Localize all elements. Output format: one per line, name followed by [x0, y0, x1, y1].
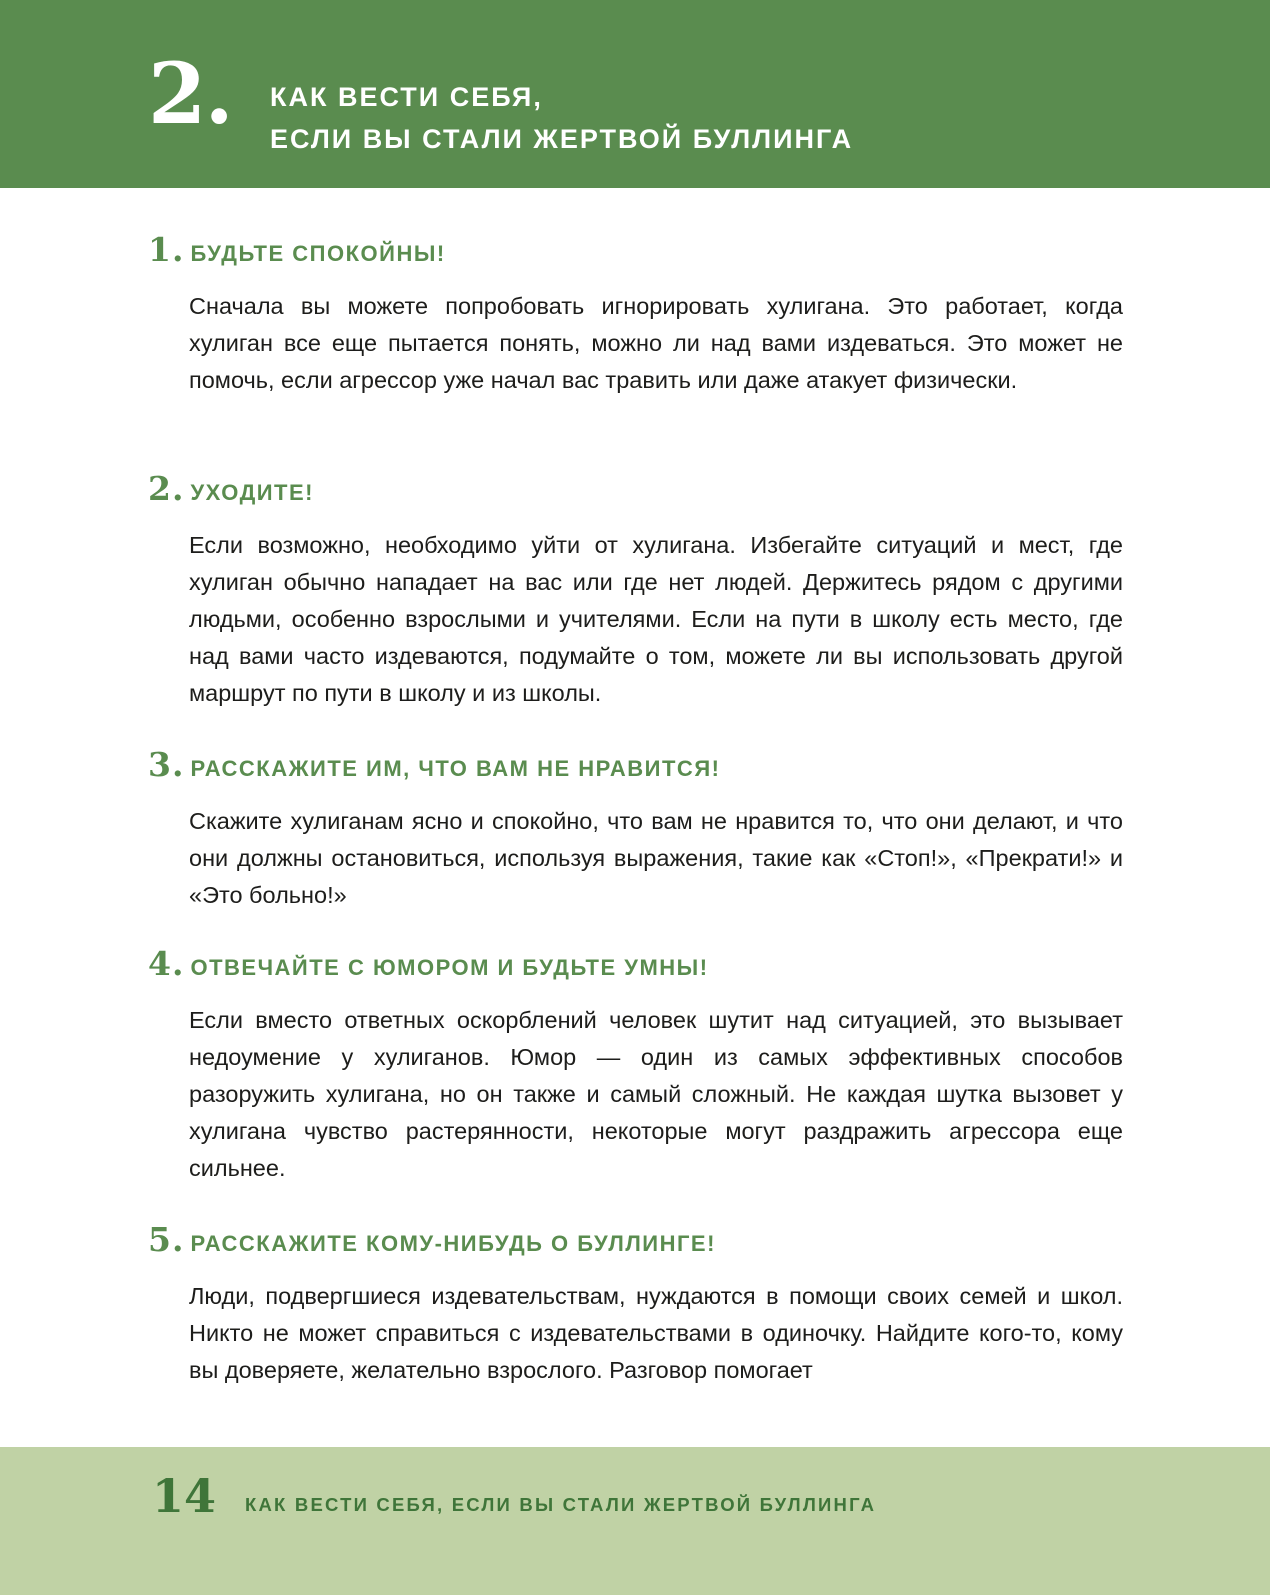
section-number: 3. — [148, 745, 185, 784]
running-title: КАК ВЕСТИ СЕБЯ, ЕСЛИ ВЫ СТАЛИ ЖЕРТВОЙ БУЛЛИНГА — [245, 1494, 877, 1515]
section-title: РАССКАЖИТЕ КОМУ-НИБУДЬ О БУЛЛИНГЕ! — [190, 1231, 716, 1256]
section-paragraph: Если возможно, необходимо уйти от хулигана. Избегайте ситуаций и мест, где хулиган обычно нападает на вас или где нет людей. Держитесь рядом с другими людьми, особенно взрослыми и учителями. Если на пути в школу есть место, где над вами часто издеваются, подумайте о том, можете ли вы использовать другой маршрут по пути в школу и из школы. — [189, 532, 1123, 706]
section-title: ОТВЕЧАЙТЕ С ЮМОРОМ И БУДЬТЕ УМНЫ! — [190, 955, 709, 980]
section-paragraph: Скажите хулиганам ясно и спокойно, что вам не нравится то, что они делают, и что они должны остановиться, используя выражения, такие как «Стоп!», «Прекрати!» и «Это больно!» — [189, 808, 1123, 908]
page-footer — [0, 1447, 1270, 1595]
section-paragraph: Люди, подвергшиеся издевательствам, нуждаются в помощи своих семей и школ. Никто не может справиться с издевательствами в одиночку. Найдите кого-то, кому вы доверяете, желательно взрослого. Разговор помогает — [189, 1283, 1123, 1383]
section-number: 2. — [148, 469, 185, 508]
page-number: 14 — [152, 1469, 217, 1523]
chapter-number: 2. — [148, 44, 232, 143]
chapter-title-line-2: ЕСЛИ ВЫ СТАЛИ ЖЕРТВОЙ БУЛЛИНГА — [270, 124, 854, 154]
section-title: УХОДИТЕ! — [190, 480, 314, 505]
section-heading — [148, 944, 709, 983]
section-paragraph: Сначала вы можете попробовать игнорировать хулигана. Это работает, когда хулиган все еще пытается понять, можно ли над вами издеваться. Это может не помочь, если агрессор уже начал вас травить или даже атакует физически. — [189, 293, 1123, 393]
section-paragraph: Если вместо ответных оскорблений человек шутит над ситуацией, это вызывает недоумение у хулиганов. Юмор — один из самых эффективных способов разоружить хулигана, но он также и самый сложный. Не каждая шутка вызовет у хулигана чувство растерянности, некоторые могут раздражить агрессора еще сильнее. — [189, 1007, 1123, 1181]
section-heading — [148, 745, 720, 784]
section-heading — [148, 1220, 716, 1259]
section-number: 5. — [148, 1220, 185, 1259]
section-heading — [148, 230, 446, 269]
chapter-title — [270, 76, 853, 160]
section-number: 1. — [148, 230, 185, 269]
chapter-title-line-1: КАК ВЕСТИ СЕБЯ, — [270, 82, 543, 112]
section-heading — [148, 469, 314, 508]
section-title: БУДЬТЕ СПОКОЙНЫ! — [190, 241, 446, 266]
section-number: 4. — [148, 944, 185, 983]
section-title: РАССКАЖИТЕ ИМ, ЧТО ВАМ НЕ НРАВИТСЯ! — [190, 756, 721, 781]
chapter-header — [0, 0, 1270, 188]
